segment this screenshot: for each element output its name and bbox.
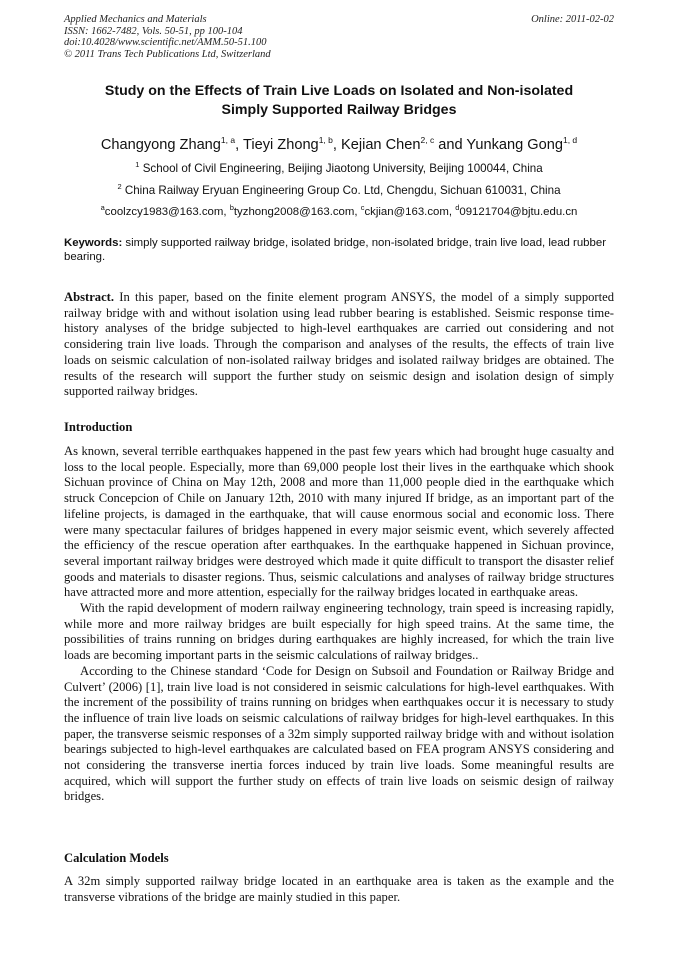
keywords-label: Keywords: [64, 237, 123, 249]
section-heading-introduction: Introduction [64, 420, 133, 434]
email-mark: b [229, 203, 234, 212]
journal-header [64, 14, 614, 60]
abstract-text: In this paper, based on the finite element program ANSYS, the model of a simply supported railway bridge with and without isolation using lead rubber bearing is established. Seismic response time-history analyses of the bridge subjected to high-level earthquakes are carried out considering and not considering train live loads. Through the comparison and analyses of the results, the effects of train live loads on seismic calculation of non-isolated railway bridges and isolated railway bridges are obtained. The results of the research will support the further study on seismic design and isolation design of simply supported railway bridges. [64, 290, 614, 399]
calculation-models-section [64, 874, 614, 905]
affiliation-mark: 1 [135, 160, 140, 169]
paragraph: A 32m simply supported railway bridge located in an earthquake area is taken as the example and the transverse vibrations of the bridge are mainly studied in this paper. [64, 874, 614, 904]
email-mark: d [455, 203, 460, 212]
author-emails [64, 201, 614, 219]
email-separator: , [223, 205, 230, 218]
section-heading-calculation-models: Calculation Models [64, 851, 169, 865]
email-separator: , [354, 205, 361, 218]
email-address[interactable]: coolzcy1983@163.com [104, 205, 224, 218]
keywords-block [64, 236, 614, 264]
affiliation-mark: 2 [117, 182, 122, 191]
author-affiliation-mark: 1, d [562, 135, 578, 145]
affiliation-text: China Railway Eryuan Engineering Group Co. Ltd, Chengdu, Sichuan 610031, China [124, 183, 561, 197]
title-line-2: Simply Supported Railway Bridges [221, 102, 457, 118]
journal-name: Applied Mechanics and Materials [64, 14, 207, 25]
abstract-label: Abstract. [64, 290, 115, 304]
doi-line: doi:10.4028/www.scientific.net/AMM.50-51.100 [64, 37, 267, 48]
affiliation-2 [64, 180, 614, 198]
author-name: Tieyi Zhong [242, 136, 319, 153]
email-mark: c [360, 203, 365, 212]
email-separator: , [448, 205, 456, 218]
email-mark: a [100, 203, 105, 212]
author-list [64, 130, 614, 155]
paper-title [64, 82, 614, 120]
author-name: Kejian Chen [340, 136, 421, 153]
copyright-line: © 2011 Trans Tech Publications Ltd, Switzerland [64, 48, 271, 60]
introduction-section [64, 444, 614, 805]
author-affiliation-mark: 1, b [318, 135, 333, 145]
author-separator: , [332, 136, 341, 153]
author-separator: , [235, 136, 243, 153]
online-date: Online: 2011-02-02 [531, 14, 614, 25]
author-affiliation-mark: 1, a [220, 135, 236, 145]
keywords-text: simply supported railway bridge, isolated bridge, non-isolated bridge, train live load, lead rubber bearing. [64, 237, 606, 263]
email-address[interactable]: 09121704@bjtu.edu.cn [459, 205, 578, 218]
author-name: Changyong Zhang [100, 136, 221, 153]
paragraph: With the rapid development of modern railway engineering technology, train speed is increasing rapidly, while more and more railway bridges are built especially for high speed trains. At the same time, the possibilities of trains running on bridges during earthquakes are highly increased, for which the train live loads are becoming important parts in the seismic calculations of railway bridges.. [64, 601, 614, 663]
title-line-1: Study on the Effects of Train Live Loads on Isolated and Non-isolated [104, 83, 574, 99]
paragraph: As known, several terrible earthquakes happened in the past few years which had brought huge casualty and loss to the local people. Especially, more than 69,000 people lost their lives in the earthquake which shook Sichuan province of China on May 12th, 2008 and more than 11,000 people died in the earthquake which struck Concepcion of Chile on January 12th, 2010 with many injured If bridge, as an important part of the lifeline projects, is damaged in the earthquake, that will cause enormous social and economic loss. There were many spectacular failures of bridges happened in every major seismic event, which severely affected the efficiency of the rescue operation after earthquakes. In the earthquake happened in Sichuan province, several important railway bridges were destroyed which made it quite difficult to transport the disaster relief goods and materials to disaster regions. Thus, seismic calculations and analyses of railway bridge structures have attracted more and more attention, especially for the railway bridges located in earthquake areas. [64, 444, 614, 600]
issn-line: ISSN: 1662-7482, Vols. 50-51, pp 100-104 [64, 25, 243, 37]
author-separator: and [434, 136, 467, 153]
email-address[interactable]: tyzhong2008@163.com [233, 205, 355, 218]
author-affiliation-mark: 2, c [420, 135, 435, 145]
author-name: Yunkang Gong [466, 136, 563, 153]
email-address[interactable]: ckjian@163.com [364, 205, 449, 218]
affiliation-1 [64, 158, 614, 176]
paragraph: According to the Chinese standard ‘Code for Design on Subsoil and Foundation or Railway Bridge and Culvert’ (2006) [1], train live load is not considered in seismic calculations for high-level earthquakes. With the increment of the possibility of trains running on bridges when earthquakes occur it is necessary to study the influence of train live loads on seismic calculations of railway bridges for high-level earthquakes. In this paper, the transverse seismic responses of a 32m simply supported railway bridge with and without isolation bearings subjected to high-level earthquakes are calculated based on FEA program ANSYS considering and not considering the transverse inertia forces induced by train live loads. Some meaningful results are acquired, which will support the further study on effects of train live loads on seismic design of railway bridges. [64, 663, 614, 804]
abstract-block [64, 290, 614, 400]
affiliation-text: School of Civil Engineering, Beijing Jiaotong University, Beijing 100044, China [142, 161, 543, 175]
